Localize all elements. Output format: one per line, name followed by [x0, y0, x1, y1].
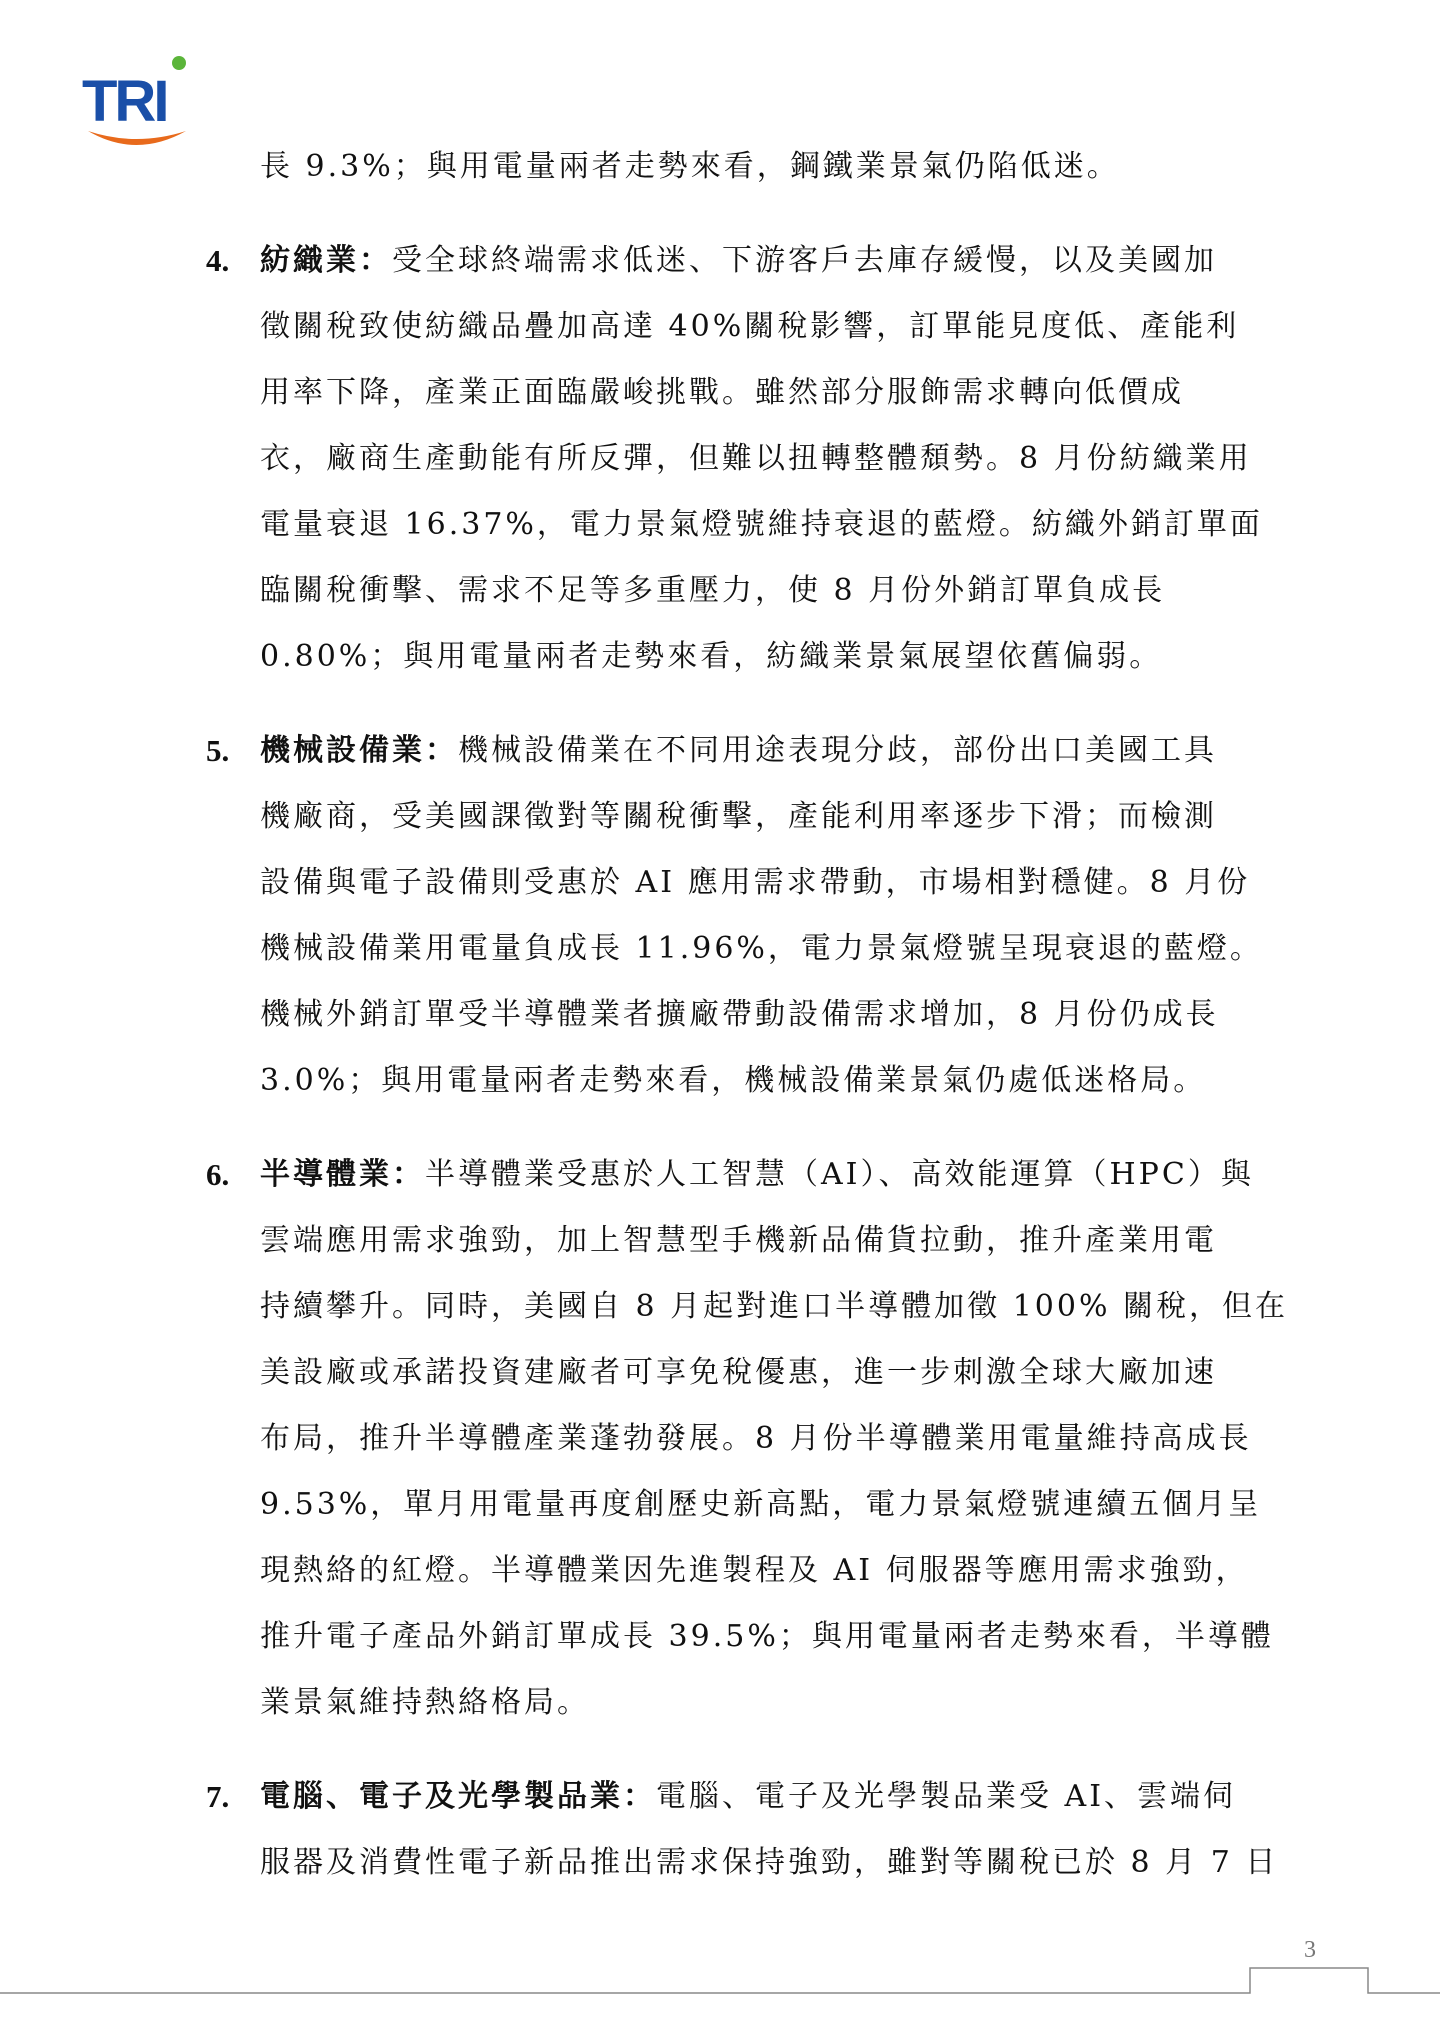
list-item-text: 機械設備業在不同用途表現分歧，部份出口美國工具: [458, 733, 1217, 768]
list-item-first-line: [260, 1777, 1270, 1817]
paragraph-line: 美設廠或承諾投資建廠者可享免稅優惠，進一步刺激全球大廠加速: [260, 1355, 1217, 1390]
list-item-title: 半導體業：: [260, 1157, 425, 1192]
paragraph-line: 現熱絡的紅燈。半導體業因先進製程及 AI 伺服器等應用需求強勁，: [260, 1553, 1249, 1588]
footer-rule: [0, 1950, 1440, 2000]
paragraph-line: 衣，廠商生產動能有所反彈，但難以扭轉整體頹勢。8 月份紡織業用: [260, 441, 1252, 476]
list-item-first-line: [260, 1155, 1270, 1195]
list-item-text: 受全球終端需求低迷、下游客戶去庫存緩慢，以及美國加: [392, 243, 1217, 278]
list-item-number: 5.: [206, 733, 230, 768]
list-item-title: 紡織業：: [260, 243, 392, 278]
list-item-title: 電腦、電子及光學製品業：: [260, 1779, 656, 1814]
logo-green-dot: [172, 56, 186, 70]
paragraph-line: 臨關稅衝擊、需求不足等多重壓力，使 8 月份外銷訂單負成長: [260, 573, 1166, 608]
paragraph-line: 徵關稅致使紡織品疊加高達 40%關稅影響，訂單能見度低、產能利: [260, 309, 1240, 344]
list-item-number: 7.: [206, 1779, 230, 1814]
list-item-first-line: [260, 731, 1270, 771]
paragraph-line: 雲端應用需求強勁，加上智慧型手機新品備貨拉動，推升產業用電: [260, 1223, 1217, 1258]
paragraph-line: 機械外銷訂單受半導體業者擴廠帶動設備需求增加，8 月份仍成長: [260, 997, 1219, 1032]
list-item-text: 半導體業受惠於人工智慧（AI）、高效能運算（HPC）與: [425, 1157, 1254, 1192]
paragraph-line: 長 9.3%；與用電量兩者走勢來看，鋼鐵業景氣仍陷低迷。: [260, 149, 1120, 184]
list-item-first-line: [260, 241, 1270, 281]
logo-text: TRI: [82, 69, 167, 134]
paragraph-line: 機械設備業用電量負成長 11.96%，電力景氣燈號呈現衰退的藍燈。: [260, 931, 1263, 966]
page-number: 3: [1304, 1937, 1316, 1963]
paragraph-line: 服器及消費性電子新品推出需求保持強勁，雖對等關稅已於 8 月 7 日: [260, 1845, 1279, 1880]
paragraph-line: 設備與電子設備則受惠於 AI 應用需求帶動，市場相對穩健。8 月份: [260, 865, 1251, 900]
list-item-text: 電腦、電子及光學製品業受 AI、雲端伺: [656, 1779, 1237, 1814]
list-item-title: 機械設備業：: [260, 733, 458, 768]
paragraph-line: 布局，推升半導體產業蓬勃發展。8 月份半導體業用電量維持高成長: [260, 1421, 1252, 1456]
paragraph-line: 業景氣維持熱絡格局。: [260, 1685, 590, 1720]
paragraph-line: 3.0%；與用電量兩者走勢來看，機械設備業景氣仍處低迷格局。: [260, 1063, 1207, 1098]
paragraph-line: 9.53%，單月用電量再度創歷史新高點，電力景氣燈號連續五個月呈: [260, 1487, 1262, 1522]
list-item-number: 4.: [206, 243, 230, 278]
paragraph-line: 0.80%；與用電量兩者走勢來看，紡織業景氣展望依舊偏弱。: [260, 639, 1163, 674]
paragraph-line: 推升電子產品外銷訂單成長 39.5%；與用電量兩者走勢來看，半導體: [260, 1619, 1274, 1654]
paragraph-line: 電量衰退 16.37%，電力景氣燈號維持衰退的藍燈。紡織外銷訂單面: [260, 507, 1263, 542]
list-item-number: 6.: [206, 1157, 230, 1192]
paragraph-line: 持續攀升。同時，美國自 8 月起對進口半導體加徵 100% 關稅，但在: [260, 1289, 1288, 1324]
tri-logo: [80, 55, 192, 155]
paragraph-line: 用率下降，產業正面臨嚴峻挑戰。雖然部分服飾需求轉向低價成: [260, 375, 1184, 410]
paragraph-line: 機廠商，受美國課徵對等關稅衝擊，產能利用率逐步下滑；而檢測: [260, 799, 1217, 834]
